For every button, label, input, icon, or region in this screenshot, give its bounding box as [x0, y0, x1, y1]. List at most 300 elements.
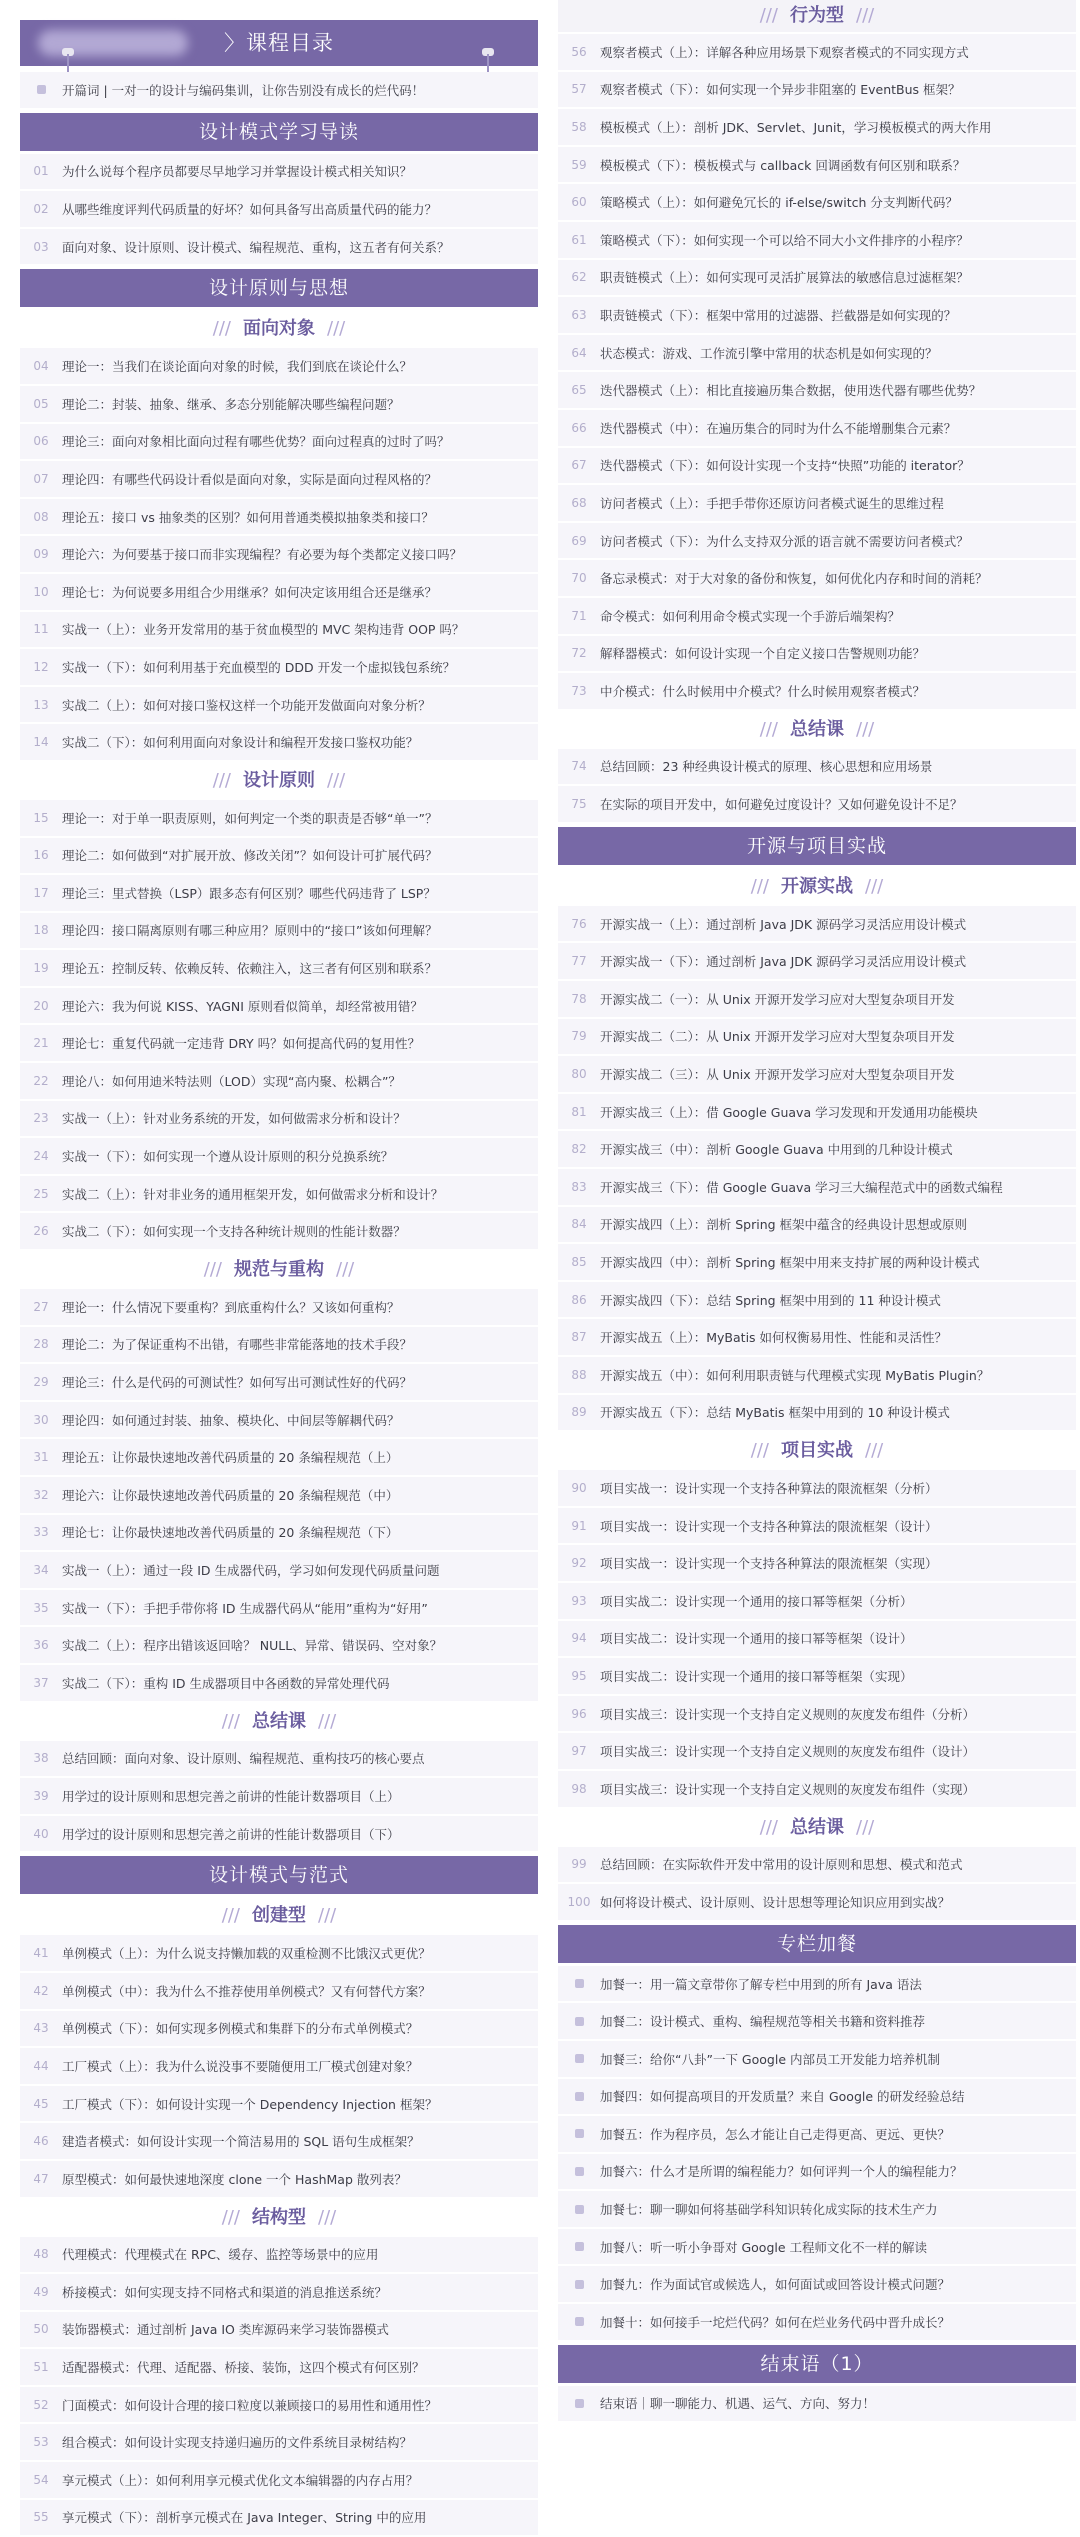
- lesson-number: 22: [33, 1073, 49, 1088]
- slash-deco-icon: ///: [750, 875, 769, 897]
- lesson-number: 19: [33, 961, 49, 976]
- lesson-title: 结束语｜聊一聊能力、机遇、运气、方向、努力！: [600, 2396, 876, 2412]
- lesson-number: 55: [33, 2510, 49, 2525]
- slash-deco-icon: ///: [221, 1905, 240, 1927]
- lesson-row[interactable]: [558, 1094, 1076, 1132]
- lesson-row[interactable]: [20, 1741, 538, 1779]
- lesson-number: 61: [571, 232, 587, 247]
- lesson-row[interactable]: [558, 1207, 1076, 1245]
- lesson-row[interactable]: [558, 297, 1076, 335]
- lesson-row[interactable]: [20, 154, 538, 192]
- lesson-row[interactable]: [558, 1696, 1076, 1734]
- lesson-row[interactable]: [20, 988, 538, 1026]
- slash-deco-icon: ///: [336, 1259, 355, 1281]
- lesson-title: 理论三：面向对象相比面向过程有哪些优势？面向过程真的过时了吗？: [62, 434, 450, 450]
- lesson-number: 63: [571, 307, 587, 322]
- lesson-title: 理论三：里式替换（LSP）跟多态有何区别？哪些代码违背了 LSP？: [62, 885, 436, 901]
- section-subheader: [20, 1251, 538, 1289]
- lesson-title: 总结回顾：面向对象、设计原则、编程规范、重构技巧的核心要点: [62, 1751, 425, 1767]
- lesson-row[interactable]: [20, 2274, 538, 2312]
- lesson-row[interactable]: [20, 1176, 538, 1214]
- lesson-number: 31: [33, 1450, 49, 1465]
- lesson-row[interactable]: [20, 1364, 538, 1402]
- lesson-number: 56: [571, 44, 587, 59]
- section-subheader: [20, 2199, 538, 2237]
- lesson-number: 72: [571, 646, 587, 661]
- lesson-title: 建造者模式：如何设计实现一个简洁易用的 SQL 语句生成框架？: [62, 2134, 420, 2150]
- lesson-title: 理论五：让你最快速地改善代码质量的 20 条编程规范（上）: [62, 1450, 399, 1466]
- lesson-number: 38: [33, 1751, 49, 1766]
- section-subheader: [558, 711, 1076, 749]
- lesson-title: 理论七：让你最快速地改善代码质量的 20 条编程规范（下）: [62, 1525, 399, 1541]
- lesson-title: 工厂模式（上）：我为什么说没事不要随便用工厂模式创建对象？: [62, 2058, 419, 2074]
- lesson-row[interactable]: [20, 1552, 538, 1590]
- lesson-title: 为什么说每个程序员都要尽早地学习并掌握设计模式相关知识？: [62, 164, 413, 180]
- lesson-number: 25: [33, 1186, 49, 1201]
- lesson-number: 79: [571, 1029, 587, 1044]
- lesson-number: 84: [571, 1217, 587, 1232]
- lesson-row[interactable]: [558, 34, 1076, 72]
- lesson-title: 开源实战四（中）：剖析 Spring 框架中用来支持扩展的两种设计模式: [600, 1255, 980, 1271]
- lesson-row[interactable]: [20, 1515, 538, 1553]
- lesson-title: 理论七：为何说要多用组合少用继承？如何决定该用组合还是继承？: [62, 584, 438, 600]
- section-subheader: [558, 868, 1076, 906]
- lesson-number: 96: [571, 1706, 587, 1721]
- lesson-title: 实战一（上）：针对业务系统的开发，如何做需求分析和设计？: [62, 1111, 406, 1127]
- slash-deco-icon: ///: [221, 2206, 240, 2228]
- lesson-row[interactable]: [20, 191, 538, 229]
- lesson-title: 解释器模式：如何设计实现一个自定义接口告警规则功能？: [600, 646, 926, 662]
- lesson-row[interactable]: [558, 1733, 1076, 1771]
- lesson-row[interactable]: [558, 372, 1076, 410]
- lesson-number: 81: [571, 1104, 587, 1119]
- lesson-title: 项目实战二：设计实现一个通用的接口幂等框架（设计）: [600, 1631, 913, 1647]
- slash-deco-icon: ///: [750, 1440, 769, 1462]
- lesson-row[interactable]: [20, 1063, 538, 1101]
- lesson-row[interactable]: [558, 1884, 1076, 1922]
- lesson-title: 用学过的设计原则和思想完善之前讲的性能计数器项目（下）: [62, 1826, 400, 1842]
- lesson-row[interactable]: [20, 2011, 538, 2049]
- bonus-lesson-row[interactable]: [558, 2116, 1076, 2154]
- lesson-number: 82: [571, 1142, 587, 1157]
- lesson-number: 75: [571, 797, 587, 812]
- lesson-number: 18: [33, 923, 49, 938]
- lesson-row[interactable]: [558, 410, 1076, 448]
- lesson-row[interactable]: [20, 499, 538, 537]
- lesson-row[interactable]: [20, 386, 538, 424]
- lesson-title: 观察者模式（下）：如何实现一个异步非阻塞的 EventBus 框架？: [600, 82, 961, 98]
- lesson-row[interactable]: [558, 1658, 1076, 1696]
- lesson-row[interactable]: [20, 724, 538, 762]
- bullet-icon: [20, 85, 62, 94]
- lesson-title: 总结回顾：23 种经典设计模式的原理、核心思想和应用场景: [600, 759, 933, 775]
- lesson-number: 49: [33, 2284, 49, 2299]
- lesson-row[interactable]: [558, 1545, 1076, 1583]
- lesson-title: 原型模式：如何最快速地深度 clone 一个 HashMap 散列表？: [62, 2171, 407, 2187]
- lesson-row[interactable]: [20, 1327, 538, 1365]
- lesson-row[interactable]: [558, 1771, 1076, 1809]
- lesson-row[interactable]: [20, 2161, 538, 2199]
- lesson-row[interactable]: [558, 72, 1076, 110]
- bullet-icon: [558, 2129, 600, 2138]
- catalog-title: 〉课程目录: [224, 31, 334, 55]
- lesson-title: 项目实战二：设计实现一个通用的接口幂等框架（分析）: [600, 1593, 913, 1609]
- lesson-row[interactable]: [558, 1395, 1076, 1433]
- subheader-label: 面向对象: [243, 318, 315, 340]
- lesson-number: 80: [571, 1067, 587, 1082]
- lesson-number: 08: [33, 509, 49, 524]
- lesson-title: 理论八：如何用迪米特法则（LOD）实现“高内聚、松耦合”？: [62, 1073, 401, 1089]
- lesson-number: 43: [33, 2021, 49, 2036]
- bonus-lesson-row[interactable]: [558, 2266, 1076, 2304]
- lesson-title: 开源实战五（上）：MyBatis 如何权衡易用性、性能和灵活性？: [600, 1330, 948, 1346]
- lesson-row[interactable]: [20, 424, 538, 462]
- lesson-number: 35: [33, 1600, 49, 1615]
- lesson-row[interactable]: [20, 1627, 538, 1665]
- lesson-row[interactable]: [558, 1131, 1076, 1169]
- section-subheader: [20, 1897, 538, 1935]
- lesson-title: 开源实战五（下）：总结 MyBatis 框架中用到的 10 种设计模式: [600, 1405, 950, 1421]
- lesson-row[interactable]: [20, 461, 538, 499]
- lesson-number: 70: [571, 571, 587, 586]
- bonus-lesson-row[interactable]: [558, 2079, 1076, 2117]
- lesson-number: 77: [571, 954, 587, 969]
- bonus-lesson-row[interactable]: [558, 2041, 1076, 2079]
- lesson-row[interactable]: [20, 1101, 538, 1139]
- lesson-number: 21: [33, 1036, 49, 1051]
- lesson-row[interactable]: [20, 1778, 538, 1816]
- section-subheader: [558, 1432, 1076, 1470]
- lesson-number: 42: [33, 1983, 49, 1998]
- lesson-row[interactable]: [558, 1169, 1076, 1207]
- lesson-title: 开源实战三（下）：借 Google Guava 学习三大编程范式中的函数式编程: [600, 1179, 1003, 1195]
- lesson-title: 代理模式：代理模式在 RPC、缓存、监控等场景中的应用: [62, 2247, 379, 2263]
- slash-deco-icon: ///: [212, 769, 231, 791]
- lesson-number: 27: [33, 1299, 49, 1314]
- bullet-icon: [558, 2054, 600, 2063]
- lesson-title: 理论一：对于单一职责原则，如何判定一个类的职责是否够“单一”？: [62, 810, 438, 826]
- lesson-row[interactable]: [558, 1847, 1076, 1885]
- lesson-title: 单例模式（中）：我为什么不推荐使用单例模式？又有何替代方案？: [62, 1983, 431, 1999]
- lesson-row[interactable]: [558, 1470, 1076, 1508]
- lesson-row[interactable]: [558, 1583, 1076, 1621]
- lesson-number: 91: [571, 1518, 587, 1533]
- lesson-row[interactable]: [20, 2123, 538, 2161]
- lesson-number: 03: [33, 239, 49, 254]
- lesson-number: 14: [33, 735, 49, 750]
- lesson-number: 16: [33, 848, 49, 863]
- lesson-row[interactable]: [558, 1282, 1076, 1320]
- lesson-row[interactable]: [20, 2500, 538, 2537]
- lesson-title: 加餐七：聊一聊如何将基础学科知识转化成实际的技术生产力: [600, 2202, 938, 2218]
- lesson-title: 加餐五：作为程序员，怎么才能让自己走得更高、更远、更快？: [600, 2126, 951, 2142]
- section-subheader: [20, 1703, 538, 1741]
- lesson-row[interactable]: [558, 906, 1076, 944]
- lesson-row[interactable]: [20, 838, 538, 876]
- lesson-title: 理论二：为了保证重构不出错，有哪些非常能落地的技术手段？: [62, 1337, 413, 1353]
- lesson-row[interactable]: [20, 1935, 538, 1973]
- lesson-row[interactable]: [558, 184, 1076, 222]
- lesson-title: 项目实战三：设计实现一个支持自定义规则的灰度发布组件（实现）: [600, 1781, 976, 1797]
- lesson-number: 67: [571, 458, 587, 473]
- lesson-row[interactable]: [20, 2237, 538, 2275]
- slash-deco-icon: ///: [865, 1440, 884, 1462]
- lesson-row[interactable]: [558, 147, 1076, 185]
- subheader-label: 项目实战: [781, 1440, 853, 1462]
- lesson-row[interactable]: [558, 1019, 1076, 1057]
- lesson-title: 加餐六：什么才是所谓的编程能力？如何评判一个人的编程能力？: [600, 2164, 963, 2180]
- subheader-label: 行为型: [790, 5, 844, 26]
- lesson-title: 理论五：控制反转、依赖反转、依赖注入，这三者有何区别和联系？: [62, 961, 438, 977]
- lesson-number: 46: [33, 2134, 49, 2149]
- lesson-row[interactable]: [558, 786, 1076, 824]
- lesson-row[interactable]: [558, 1621, 1076, 1659]
- lesson-title: 实战二（上）：针对非业务的通用框架开发，如何做需求分析和设计？: [62, 1186, 444, 1202]
- intro-lesson-row[interactable]: [20, 72, 538, 110]
- lesson-row[interactable]: [20, 612, 538, 650]
- lesson-title: 加餐九：作为面试官或候选人，如何面试或回答设计模式问题？: [600, 2277, 951, 2293]
- lesson-row[interactable]: [558, 335, 1076, 373]
- lesson-row[interactable]: [558, 749, 1076, 787]
- lesson-title: 开源实战一（下）：通过剖析 Java JDK 源码学习灵活应用设计模式: [600, 954, 967, 970]
- lesson-row[interactable]: [20, 800, 538, 838]
- lesson-row[interactable]: [558, 222, 1076, 260]
- section-subheader: [558, 1809, 1076, 1847]
- lesson-row[interactable]: [20, 950, 538, 988]
- lesson-title: 享元模式（上）：如何利用享元模式优化文本编辑器的内存占用？: [62, 2472, 419, 2488]
- lesson-row[interactable]: [558, 448, 1076, 486]
- lesson-number: 44: [33, 2058, 49, 2073]
- lesson-row[interactable]: [20, 687, 538, 725]
- lesson-row[interactable]: [20, 1590, 538, 1628]
- lesson-row[interactable]: [20, 1973, 538, 2011]
- slash-deco-icon: ///: [318, 1710, 337, 1732]
- bonus-lesson-row[interactable]: [558, 2003, 1076, 2041]
- lesson-title: 实战一（上）：通过一段 ID 生成器代码，学习如何发现代码质量问题: [62, 1562, 440, 1578]
- section-subheader: [20, 310, 538, 348]
- slash-deco-icon: ///: [327, 318, 346, 340]
- lesson-row[interactable]: [20, 229, 538, 267]
- lesson-title: 开篇词 | 一对一的设计与编码集训，让你告别没有成长的烂代码！: [62, 82, 425, 98]
- lesson-number: 95: [571, 1668, 587, 1683]
- lesson-row[interactable]: [20, 1439, 538, 1477]
- section-banner: 设计模式学习导读: [20, 113, 538, 151]
- subheader-label: 总结课: [252, 1710, 306, 1732]
- lesson-title: 理论五：接口 vs 抽象类的区别？如何用普通类模拟抽象类和接口？: [62, 509, 434, 525]
- lesson-number: 74: [571, 759, 587, 774]
- lesson-row[interactable]: [20, 574, 538, 612]
- lesson-title: 加餐四：如何提高项目的开发质量？来自 Google 的研发经验总结: [600, 2089, 965, 2105]
- lesson-row[interactable]: [558, 636, 1076, 674]
- lesson-row[interactable]: [558, 1357, 1076, 1395]
- lesson-title: 理论二：封装、抽象、继承、多态分别能解决哪些编程问题？: [62, 396, 400, 412]
- lesson-title: 策略模式（上）：如何避免冗长的 if-else/switch 分支判断代码？: [600, 195, 958, 211]
- lesson-row[interactable]: [558, 560, 1076, 598]
- lesson-row[interactable]: [20, 1289, 538, 1327]
- lesson-row[interactable]: [558, 1319, 1076, 1357]
- lesson-title: 实战二（上）：如何对接口鉴权这样一个功能开发做面向对象分析？: [62, 697, 431, 713]
- lesson-title: 实战二（下）：如何实现一个支持各种统计规则的性能计数器？: [62, 1224, 406, 1240]
- lesson-row[interactable]: [20, 2387, 538, 2425]
- lesson-title: 装饰器模式：通过剖析 Java IO 类库源码来学习装饰器模式: [62, 2322, 389, 2338]
- lesson-row[interactable]: [20, 2462, 538, 2500]
- lesson-number: 05: [33, 396, 49, 411]
- pin-icon: [482, 48, 494, 74]
- lesson-row[interactable]: [20, 1213, 538, 1251]
- lesson-number: 12: [33, 659, 49, 674]
- left-lesson-list: [20, 72, 538, 2537]
- bonus-lesson-row[interactable]: [558, 2154, 1076, 2192]
- slash-deco-icon: ///: [203, 1259, 222, 1281]
- lesson-row[interactable]: [20, 2086, 538, 2124]
- lesson-number: 59: [571, 157, 587, 172]
- lesson-title: 理论六：为何要基于接口而非实现编程？有必要为每个类都定义接口吗？: [62, 547, 463, 563]
- lesson-row[interactable]: [20, 2349, 538, 2387]
- slash-deco-icon: ///: [865, 875, 884, 897]
- subheader-label: 创建型: [252, 1905, 306, 1927]
- lesson-title: 理论三：什么是代码的可测试性？如何写出可测试性好的代码？: [62, 1375, 413, 1391]
- lesson-number: 100: [567, 1894, 591, 1909]
- bullet-icon: [558, 2399, 600, 2408]
- lesson-number: 07: [33, 471, 49, 486]
- lesson-title: 理论一：当我们在谈论面向对象的时候，我们到底在谈论什么？: [62, 359, 413, 375]
- lesson-title: 开源实战二（二）：从 Unix 开源开发学习应对大型复杂项目开发: [600, 1029, 955, 1045]
- lesson-row[interactable]: [20, 2424, 538, 2462]
- right-lesson-list: [558, 34, 1076, 2423]
- lesson-row[interactable]: [558, 943, 1076, 981]
- lesson-number: 40: [33, 1826, 49, 1841]
- lesson-row[interactable]: [558, 981, 1076, 1019]
- lesson-row[interactable]: [558, 523, 1076, 561]
- lesson-row[interactable]: [20, 1402, 538, 1440]
- lesson-number: 71: [571, 608, 587, 623]
- pin-icon: [62, 48, 74, 74]
- lesson-row[interactable]: [558, 1244, 1076, 1282]
- lesson-title: 实战二（上）：程序出错该返回啥？ NULL、异常、错误码、空对象？: [62, 1638, 443, 1654]
- lesson-title: 开源实战四（下）：总结 Spring 框架中用到的 11 种设计模式: [600, 1292, 941, 1308]
- lesson-title: 实战一（下）：如何利用基于充血模型的 DDD 开发一个虚拟钱包系统？: [62, 659, 456, 675]
- lesson-title: 理论四：如何通过封装、抽象、模块化、中间层等解耦代码？: [62, 1412, 400, 1428]
- lesson-title: 中介模式：什么时候用中介模式？什么时候用观察者模式？: [600, 683, 926, 699]
- lesson-row[interactable]: [20, 2312, 538, 2350]
- section-subheader-behavioral: [558, 0, 1076, 32]
- lesson-title: 实战一（下）：如何实现一个遵从设计原则的积分兑换系统？: [62, 1149, 394, 1165]
- lesson-row[interactable]: [20, 875, 538, 913]
- bonus-lesson-row[interactable]: [558, 2191, 1076, 2229]
- lesson-row[interactable]: [20, 649, 538, 687]
- slash-deco-icon: ///: [759, 5, 778, 26]
- lesson-title: 实战二（下）：如何利用面向对象设计和编程开发接口鉴权功能？: [62, 735, 419, 751]
- lesson-title: 理论四：有哪些代码设计看似是面向对象，实际是面向过程风格的？: [62, 471, 438, 487]
- subheader-label: 总结课: [790, 718, 844, 740]
- lesson-number: 88: [571, 1367, 587, 1382]
- lesson-title: 迭代器模式（下）：如何设计实现一个支持“快照”功能的 iterator？: [600, 458, 970, 474]
- lesson-title: 职责链模式（下）：框架中常用的过滤器、拦截器是如何实现的？: [600, 307, 957, 323]
- lesson-title: 如何将设计模式、设计原则、设计思想等理论知识应用到实战？: [600, 1894, 951, 1910]
- lesson-number: 52: [33, 2397, 49, 2412]
- lesson-number: 06: [33, 434, 49, 449]
- lesson-number: 97: [571, 1744, 587, 1759]
- lesson-title: 加餐一：用一篇文章带你了解专栏中用到的所有 Java 语法: [600, 1976, 922, 1992]
- bonus-lesson-row[interactable]: [558, 1966, 1076, 2004]
- lesson-number: 86: [571, 1292, 587, 1307]
- lesson-number: 58: [571, 119, 587, 134]
- lesson-title: 理论七：重复代码就一定违背 DRY 吗？如何提高代码的复用性？: [62, 1036, 421, 1052]
- lesson-number: 10: [33, 584, 49, 599]
- lesson-title: 访问者模式（下）：为什么支持双分派的语言就不需要访问者模式？: [600, 533, 969, 549]
- lesson-number: 26: [33, 1224, 49, 1239]
- lesson-title: 迭代器模式（中）：在遍历集合的同时为什么不能增删集合元素？: [600, 420, 957, 436]
- lesson-row[interactable]: [558, 598, 1076, 636]
- lesson-row[interactable]: [558, 1056, 1076, 1094]
- lesson-row[interactable]: [558, 485, 1076, 523]
- section-banner: 设计模式与范式: [20, 1856, 538, 1894]
- lesson-number: 13: [33, 697, 49, 712]
- bonus-lesson-row[interactable]: [558, 2229, 1076, 2267]
- bullet-icon: [558, 2092, 600, 2101]
- lesson-row[interactable]: [20, 1477, 538, 1515]
- lesson-number: 94: [571, 1631, 587, 1646]
- slash-deco-icon: ///: [318, 1905, 337, 1927]
- lesson-title: 项目实战一：设计实现一个支持各种算法的限流框架（分析）: [600, 1480, 938, 1496]
- lesson-row[interactable]: [20, 1138, 538, 1176]
- lesson-row[interactable]: [20, 1665, 538, 1703]
- lesson-number: 64: [571, 345, 587, 360]
- lesson-title: 实战二（下）：重构 ID 生成器项目中各函数的异常处理代码: [62, 1675, 390, 1691]
- lesson-row[interactable]: [558, 673, 1076, 711]
- lesson-row[interactable]: [558, 260, 1076, 298]
- lesson-row[interactable]: [20, 536, 538, 574]
- lesson-number: 60: [571, 195, 587, 210]
- lesson-number: 30: [33, 1412, 49, 1427]
- lesson-title: 理论六：我为何说 KISS、YAGNI 原则看似简单，却经常被用错？: [62, 998, 423, 1014]
- lesson-number: 78: [571, 991, 587, 1006]
- lesson-row[interactable]: [20, 1816, 538, 1854]
- bonus-lesson-row[interactable]: [558, 2304, 1076, 2342]
- lesson-number: 45: [33, 2096, 49, 2111]
- lesson-row[interactable]: [20, 1025, 538, 1063]
- lesson-title: 总结回顾：在实际软件开发中常用的设计原则和思想、模式和范式: [600, 1857, 963, 1873]
- bullet-icon: [558, 2205, 600, 2214]
- lesson-title: 用学过的设计原则和思想完善之前讲的性能计数器项目（上）: [62, 1788, 400, 1804]
- lesson-number: 29: [33, 1375, 49, 1390]
- bullet-icon: [558, 2317, 600, 2326]
- lesson-title: 状态模式：游戏、工作流引擎中常用的状态机是如何实现的？: [600, 345, 938, 361]
- lesson-row[interactable]: [20, 348, 538, 386]
- bullet-icon: [558, 2242, 600, 2251]
- lesson-title: 加餐十：如何接手一坨烂代码？如何在烂业务代码中晋升成长？: [600, 2314, 951, 2330]
- lesson-title: 适配器模式：代理、适配器、桥接、装饰，这四个模式有何区别？: [62, 2360, 425, 2376]
- lesson-number: 90: [571, 1480, 587, 1495]
- lesson-title: 项目实战三：设计实现一个支持自定义规则的灰度发布组件（分析）: [600, 1706, 976, 1722]
- lesson-row[interactable]: [558, 109, 1076, 147]
- lesson-title: 工厂模式（下）：如何设计实现一个 Dependency Injection 框架？: [62, 2096, 438, 2112]
- lesson-number: 01: [33, 164, 49, 179]
- lesson-row[interactable]: [20, 2048, 538, 2086]
- lesson-number: 57: [571, 82, 587, 97]
- lesson-title: 迭代器模式（上）：相比直接遍历集合数据，使用迭代器有哪些优势？: [600, 383, 982, 399]
- subheader-label: 总结课: [790, 1816, 844, 1838]
- lesson-number: 83: [571, 1179, 587, 1194]
- lesson-number: 51: [33, 2360, 49, 2375]
- subheader-label: 规范与重构: [234, 1259, 324, 1281]
- lesson-row[interactable]: [558, 1508, 1076, 1546]
- bonus-lesson-row[interactable]: [558, 2386, 1076, 2424]
- lesson-title: 项目实战一：设计实现一个支持各种算法的限流框架（设计）: [600, 1518, 938, 1534]
- lesson-row[interactable]: [20, 913, 538, 951]
- lesson-title: 项目实战三：设计实现一个支持自定义规则的灰度发布组件（设计）: [600, 1744, 976, 1760]
- lesson-number: 73: [571, 683, 587, 698]
